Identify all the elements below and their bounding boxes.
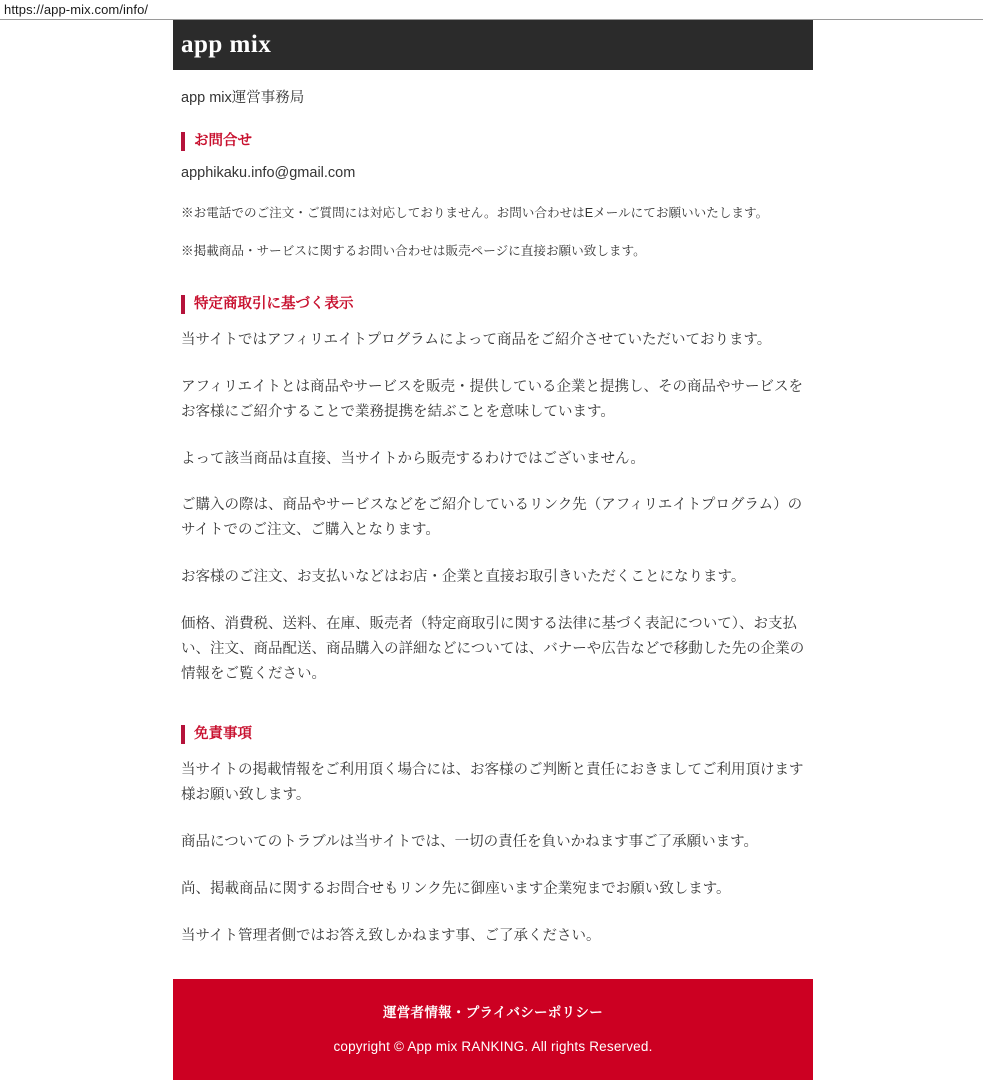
section-heading-contact: お問合せ: [181, 132, 805, 151]
commerce-paragraph-3: よって該当商品は直接、当サイトから販売するわけではございません。: [181, 450, 645, 467]
footer-policy-link[interactable]: 運営者情報・プライバシーポリシー: [382, 1004, 604, 1020]
contact-note-1: ※お電話でのご注文・ご質問には対応しておりません。お問い合わせはEメールにてお願いいたします。: [181, 205, 769, 220]
disclaimer-paragraph-1: 当サイトの掲載情報をご利用頂く場合には、お客様のご判断と責任におきましてご利用頂けます様お願い致します。: [181, 761, 804, 803]
commerce-paragraph-5: お客様のご注文、お支払いなどはお店・企業と直接お取引きいただくことになります。: [181, 569, 746, 586]
spacer: [181, 279, 805, 295]
organization-name: app mix運営事務局: [181, 90, 305, 106]
commerce-paragraph-1: 当サイトではアフィリエイトプログラムによって商品をご紹介させていただいております。: [181, 331, 772, 348]
site-content: [173, 70, 813, 949]
contact-email[interactable]: apphikaku.info@gmail.com: [181, 164, 356, 181]
browser-url-bar[interactable]: [0, 0, 983, 20]
url-text: https://app-mix.com/info/: [4, 2, 149, 17]
site-container: [173, 20, 813, 1080]
page-canvas: [0, 20, 983, 1054]
section-heading-commerce-law: 特定商取引に基づく表示: [181, 295, 805, 314]
commerce-paragraph-6: 価格、消費税、送料、在庫、販売者（特定商取引に関する法律に基づく表記について）、お支払い、注文、商品配送、商品購入の詳細などについては、バナーや広告などで移動した先の企業の情報をご覧ください。: [181, 616, 805, 683]
disclaimer-paragraph-2: 商品についてのトラブルは当サイトでは、一切の責任を負いかねます事ご了承願います。: [181, 833, 758, 850]
spacer: [181, 709, 805, 725]
disclaimer-paragraph-4: 当サイト管理者側ではお答え致しかねます事、ご了承ください。: [181, 927, 601, 944]
section-heading-disclaimer: 免責事項: [181, 725, 805, 744]
disclaimer-paragraph-3: 尚、掲載商品に関するお問合せもリンク先に御座います企業宛までお願い致します。: [181, 880, 731, 897]
commerce-paragraph-4: ご購入の際は、商品やサービスなどをご紹介しているリンク先（アフィリエイトプログラム）のサイトでのご注文、ご購入となります。: [181, 497, 803, 539]
site-brand[interactable]: app mix: [181, 31, 272, 58]
site-header: [173, 20, 813, 70]
site-footer: [173, 979, 813, 1080]
contact-note-2: ※掲載商品・サービスに関するお問い合わせは販売ページに直接お願い致します。: [181, 243, 646, 258]
commerce-paragraph-2: アフィリエイトとは商品やサービスを販売・提供している企業と提携し、その商品やサービスをお客様にご紹介することで業務提携を結ぶことを意味しています。: [181, 378, 804, 420]
footer-copyright: copyright © App mix RANKING. All rights Reserved.: [333, 1038, 653, 1054]
